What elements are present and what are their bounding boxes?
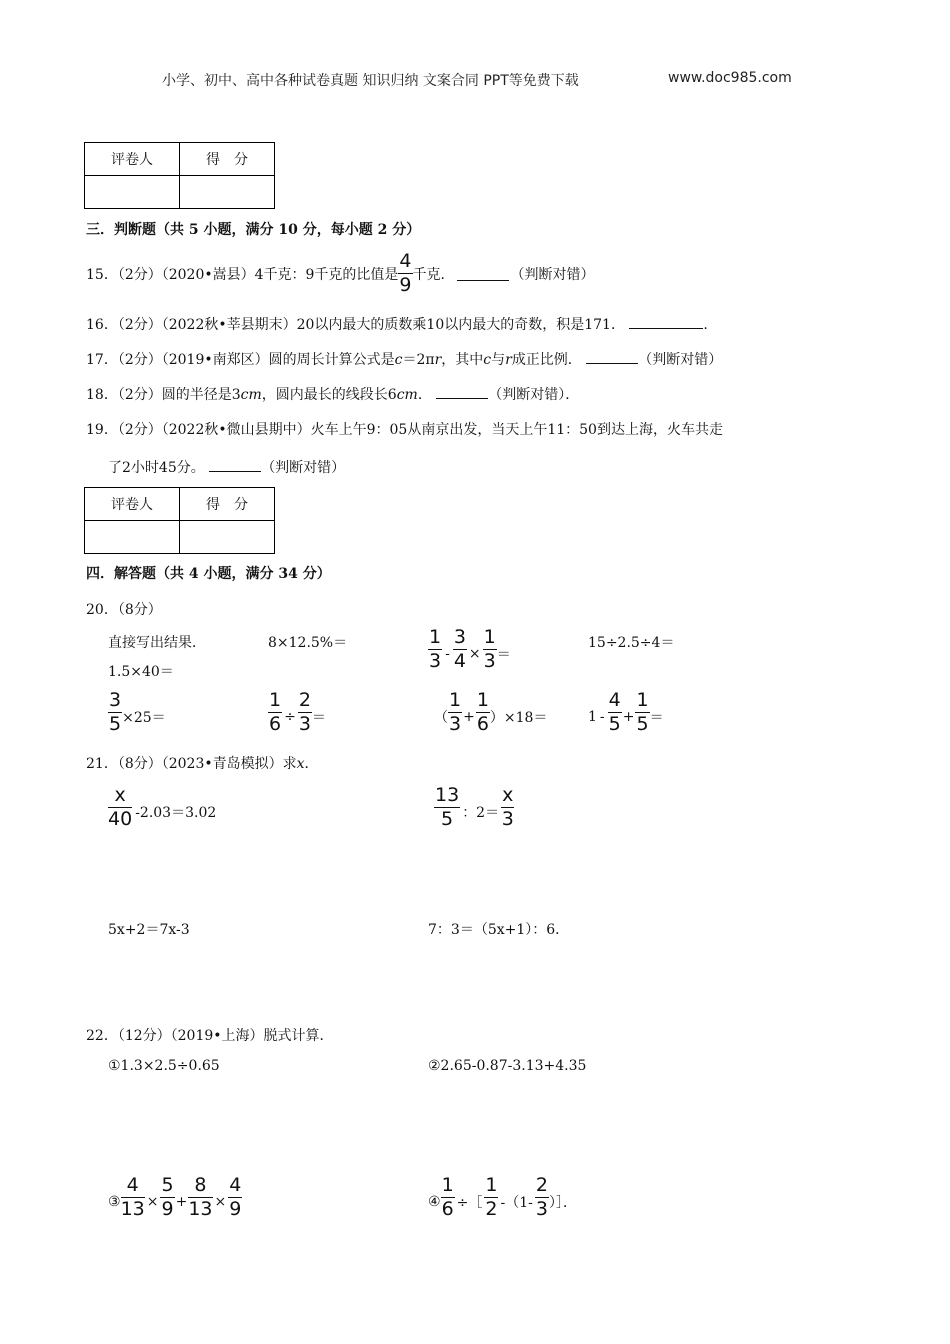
- score-box-1: [84, 142, 275, 209]
- num: 1: [483, 626, 496, 648]
- q16-text: 16．（2分）（2022秋•莘县期末）20以内最大的质数乘10以内最大的奇数，积是171．: [86, 317, 625, 333]
- mid: ：2＝: [462, 804, 500, 821]
- reviewer-cell: [85, 521, 180, 554]
- num: 4: [121, 1176, 145, 1198]
- num: 5: [161, 1174, 174, 1196]
- num: 4: [229, 1174, 242, 1196]
- den: 2: [485, 1198, 498, 1220]
- den: 40: [108, 808, 133, 830]
- rest: -2.03＝3.02: [135, 804, 217, 821]
- q21-label-text: 21．（8分）（2023•青岛模拟）求: [86, 756, 297, 772]
- section3-title: 三．判断题（共 5 小题，满分 10 分，每小题 2 分）: [86, 222, 421, 238]
- num: 13: [435, 784, 460, 806]
- q21-e3: 5x+2＝7x-3: [108, 922, 190, 938]
- q15-blank[interactable]: [457, 266, 509, 281]
- q22-e4: [428, 1176, 577, 1219]
- q22-e3-frac-a: [121, 1176, 145, 1219]
- q18-mid: ，圆内最长的线段长6: [261, 387, 397, 403]
- op: +: [463, 708, 475, 725]
- den: 3: [298, 713, 311, 735]
- num: x: [108, 786, 132, 808]
- q20-e8: [588, 691, 664, 734]
- q22-e3: [108, 1176, 242, 1219]
- pre: 1: [588, 708, 597, 725]
- den: 3: [429, 650, 442, 672]
- q18-unit-1: cm: [240, 387, 262, 403]
- end: ）］．: [548, 1194, 577, 1211]
- paren: （: [434, 709, 448, 726]
- q20-e5-frac: [108, 691, 122, 734]
- op: ×: [214, 1193, 227, 1210]
- q20-e7: [434, 691, 547, 734]
- num: 2: [535, 1174, 548, 1196]
- den: 5: [109, 713, 122, 735]
- q17-var-r2: r: [505, 352, 512, 368]
- q19-line2: 了2小时45分。: [108, 460, 205, 476]
- q20-e2-frac-b: [453, 628, 467, 671]
- q17-tail: （判断对错）: [638, 352, 723, 368]
- den: 6: [269, 713, 282, 735]
- num: 1: [476, 689, 489, 711]
- score-cell: [180, 176, 275, 209]
- q20-e3: 15÷2.5÷4＝: [588, 635, 675, 651]
- q20-e6-frac-b: [298, 691, 312, 734]
- q20-label: 20．（8分）: [86, 602, 162, 618]
- num: 8: [188, 1176, 212, 1198]
- den: 3: [483, 650, 496, 672]
- q18-post: ．: [417, 387, 432, 403]
- circle-number: ③: [108, 1193, 121, 1210]
- op: ×: [146, 1193, 159, 1210]
- q20-e7-frac-b: [476, 691, 490, 734]
- q22-e3-frac-b: [160, 1176, 174, 1219]
- q20-e5: [108, 691, 166, 734]
- den: 13: [188, 1198, 213, 1220]
- score-box-2: [84, 487, 275, 554]
- num: 3: [109, 689, 122, 711]
- question-16: [86, 314, 708, 334]
- den: 13: [120, 1198, 145, 1220]
- q15-num: 4: [399, 250, 412, 272]
- num: 3: [453, 626, 466, 648]
- num: 1: [429, 626, 442, 648]
- op: +: [622, 708, 635, 725]
- q20-e6-frac-a: [268, 691, 282, 734]
- q21-e1: [108, 786, 216, 829]
- q17-var-c: c: [394, 352, 403, 368]
- q16-tail: .: [703, 317, 708, 333]
- q17-text: 17．（2分）（2019•南郑区）圆的周长计算公式是: [86, 352, 395, 368]
- q21-e2-frac-a: [434, 786, 460, 829]
- q17-mid: ，其中: [441, 352, 484, 368]
- q15-text: 15．（2分）（2020•嵩县）4千克：9千克的比值是: [86, 266, 399, 283]
- op: -: [445, 645, 450, 662]
- question-15: [86, 252, 595, 295]
- q16-blank[interactable]: [629, 314, 703, 329]
- q21-e2-frac-b: [501, 786, 514, 829]
- den: 9: [229, 1198, 242, 1220]
- q20-e8-frac-a: [608, 691, 622, 734]
- header-site: www.doc985.com: [668, 70, 792, 86]
- reviewer-label: 评卷人: [85, 143, 180, 176]
- q17-eq: ＝2π: [402, 352, 435, 368]
- q19-blank[interactable]: [209, 457, 261, 472]
- q18-tail: （判断对错）．: [488, 387, 580, 403]
- q17-and: 与: [491, 352, 506, 368]
- q20-e2: [428, 628, 511, 671]
- q17-blank[interactable]: [586, 349, 638, 364]
- score-label: 得 分: [180, 143, 275, 176]
- q17-var-r: r: [434, 352, 442, 368]
- num: 1: [269, 689, 282, 711]
- op: -（1-: [500, 1194, 533, 1211]
- den: 3: [449, 713, 462, 735]
- den: 6: [441, 1198, 454, 1220]
- q21-label: [86, 753, 319, 773]
- den: 9: [161, 1198, 174, 1220]
- score-cell: [180, 521, 275, 554]
- eq: ＝: [311, 709, 326, 726]
- op: ÷: [284, 708, 296, 725]
- q22-e3-frac-d: [228, 1176, 242, 1219]
- op: +: [175, 1193, 188, 1210]
- den: 4: [453, 650, 466, 672]
- eq: ＝: [496, 646, 511, 663]
- q22-e4-frac-b: [484, 1176, 498, 1219]
- q20-e7-frac-a: [448, 691, 462, 734]
- q15-den: 9: [399, 274, 412, 296]
- num: x: [502, 784, 514, 806]
- den: 5: [636, 713, 649, 735]
- q20-e4: 1.5×40＝: [108, 664, 174, 680]
- q17-post: 成正比例．: [511, 352, 582, 368]
- q15-post: 千克．: [412, 266, 455, 283]
- q21-label-post: ．: [304, 756, 319, 772]
- rest: ）×18＝: [489, 709, 548, 726]
- op: ÷［: [456, 1194, 483, 1211]
- num: 1: [441, 1174, 454, 1196]
- q21-e2: [434, 786, 514, 829]
- op: ×: [468, 645, 481, 662]
- num: 4: [608, 689, 621, 711]
- q20-e8-frac-b: [635, 691, 649, 734]
- q19-line1: 19．（2分）（2022秋•微山县期中）火车上午9：05从南京出发，当天上午11：50到达上海，火车共走: [86, 422, 723, 438]
- circle-number: ④: [428, 1193, 441, 1210]
- q22-e4-frac-c: [535, 1176, 549, 1219]
- q21-e4: 7：3＝（5x+1）：6．: [428, 922, 570, 938]
- q19-tail: （判断对错）: [261, 460, 346, 476]
- q20-intro: 直接写出结果．: [108, 635, 206, 651]
- q21-e1-frac: [108, 786, 132, 829]
- reviewer-label: 评卷人: [85, 488, 180, 521]
- num: 1: [485, 1174, 498, 1196]
- eq: ＝: [649, 709, 664, 726]
- q20-e2-frac-a: [428, 628, 442, 671]
- q18-text: 18．（2分）圆的半径是3: [86, 387, 241, 403]
- q22-label: 22．（12分）（2019•上海）脱式计算．: [86, 1028, 334, 1044]
- den: 6: [476, 713, 489, 735]
- q15-tail: （判断对错）: [510, 266, 595, 283]
- question-19-line2: [108, 457, 345, 477]
- q17-var-c2: c: [483, 352, 492, 368]
- q18-unit-2: cm: [396, 387, 418, 403]
- den: 5: [441, 808, 454, 830]
- q22-e2: ②2.65-0.87-3.13+4.35: [428, 1058, 587, 1074]
- q20-e2-frac-c: [483, 628, 497, 671]
- score-label: 得 分: [180, 488, 275, 521]
- q20-e1: 8×12.5%＝: [268, 635, 348, 651]
- q22-e1: ①1.3×2.5÷0.65: [108, 1058, 220, 1074]
- q21-var-x: x: [296, 756, 305, 772]
- q18-blank[interactable]: [436, 384, 488, 399]
- den: 3: [501, 808, 514, 830]
- q15-fraction: [398, 252, 412, 295]
- rest: ×25＝: [122, 709, 166, 726]
- q22-e3-frac-c: [188, 1176, 212, 1219]
- den: 5: [608, 713, 621, 735]
- reviewer-cell: [85, 176, 180, 209]
- q20-e6: [268, 691, 326, 734]
- question-17: [86, 349, 722, 369]
- num: 2: [298, 689, 311, 711]
- question-18: [86, 384, 579, 404]
- q22-e4-frac-a: [441, 1176, 455, 1219]
- num: 1: [449, 689, 462, 711]
- num: 1: [636, 689, 649, 711]
- op: -: [599, 708, 605, 725]
- section4-title: 四．解答题（共 4 小题，满分 34 分）: [86, 566, 331, 582]
- header-text: 小学、初中、高中各种试卷真题 知识归纳 文案合同 PPT等免费下载: [162, 73, 579, 89]
- den: 3: [535, 1198, 548, 1220]
